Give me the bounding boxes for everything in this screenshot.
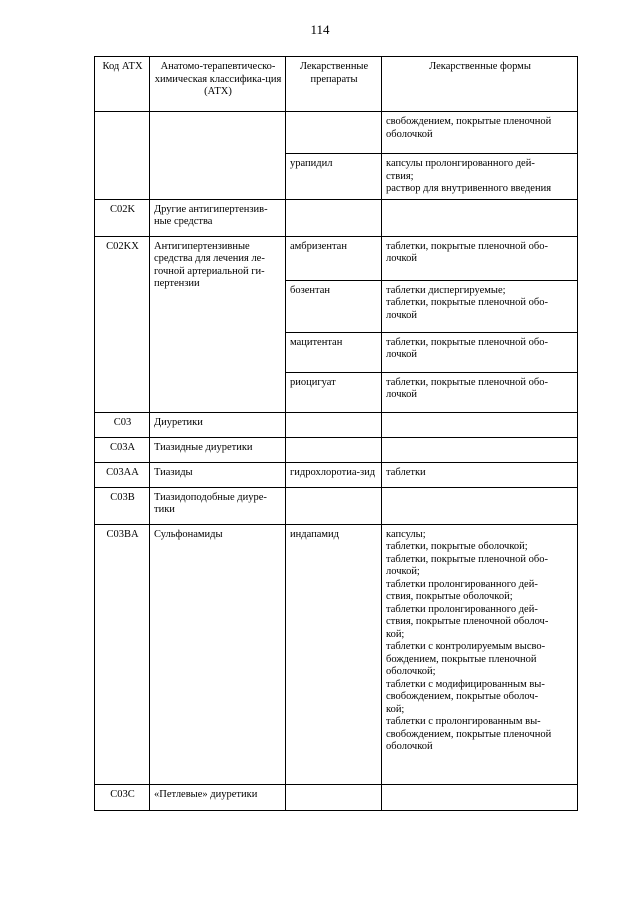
- dosage-form-line: таблетки с пролонгированным вы-: [386, 716, 541, 727]
- dosage-forms-cell: [382, 462, 578, 487]
- dosage-form-line: бождением, покрытые пленочной: [386, 653, 537, 665]
- dosage-form-line: оболочкой;: [386, 666, 436, 677]
- page-number: 114: [310, 22, 330, 37]
- table-row: [95, 487, 578, 524]
- drug-cell: [286, 487, 382, 524]
- header-row: [95, 57, 578, 112]
- dosage-form-line: свобождением, покрытые оболоч-: [386, 691, 539, 702]
- atc-class-cell: Сульфонамиды: [150, 524, 286, 784]
- dosage-form-line: ствия;: [386, 170, 414, 182]
- dosage-forms-cell: [382, 199, 578, 236]
- drug-cell: урапидил: [286, 154, 382, 200]
- atc-code-cell: C03BA: [95, 524, 150, 784]
- atc-class-cell: [150, 112, 286, 200]
- dosage-form-line: таблетки с модифицированным вы-: [386, 678, 545, 690]
- header-dosage-forms: Лекарственные формы: [382, 57, 578, 112]
- atc-class-cell: «Петлевые» диуретики: [150, 784, 286, 810]
- dosage-forms-cell: [382, 112, 578, 154]
- dosage-form-line: лочкой: [386, 389, 417, 400]
- dosage-form-line: таблетки, покрытые пленочной обо-: [386, 553, 548, 565]
- drug-cell: амбризентан: [286, 236, 382, 280]
- atc-code-cell: C03AA: [95, 462, 150, 487]
- dosage-form-line: лочкой;: [386, 566, 420, 577]
- atc-class-cell: Другие антигипертензив-ные средства: [150, 199, 286, 236]
- dosage-forms-cell: [382, 784, 578, 810]
- atc-code-cell: C03B: [95, 487, 150, 524]
- dosage-form-line: свобождением, покрытые пленочной: [386, 728, 552, 740]
- dosage-form-line: таблетки, покрытые пленочной обо-: [386, 376, 548, 388]
- atc-code-cell: C03: [95, 412, 150, 437]
- dosage-forms-cell: [382, 524, 578, 784]
- dosage-form-line: таблетки пролонгированного дей-: [386, 578, 538, 590]
- table-row: [95, 236, 578, 280]
- atc-code-cell: C02K: [95, 199, 150, 236]
- dosage-forms-cell: [382, 412, 578, 437]
- drug-cell: [286, 412, 382, 437]
- header-atc-classification: Анатомо-терапевтическо-химическая классифика-ция (АТХ): [150, 57, 286, 112]
- dosage-form-line: таблетки, покрытые пленочной обо-: [386, 297, 548, 308]
- drug-cell: бозентан: [286, 280, 382, 332]
- table-row: [95, 524, 578, 784]
- dosage-form-line: таблетки, покрытые пленочной обо-: [386, 336, 548, 348]
- dosage-form-line: таблетки диспергируемые;: [386, 284, 506, 296]
- dosage-form-line: таблетки пролонгированного дей-: [386, 603, 538, 615]
- dosage-forms-cell: [382, 372, 578, 412]
- atc-table: [94, 56, 578, 811]
- drug-cell: [286, 784, 382, 810]
- table-body: [95, 112, 578, 811]
- dosage-form-line: оболочкой: [386, 128, 433, 140]
- atc-class-cell: Тиазидоподобные диуре-тики: [150, 487, 286, 524]
- dosage-forms-cell: [382, 280, 578, 332]
- atc-class-cell: Тиазидные диуретики: [150, 437, 286, 462]
- atc-code-cell: C02KX: [95, 236, 150, 412]
- dosage-form-line: раствор для внутривенного введения: [386, 183, 552, 194]
- dosage-form-line: свобождением, покрытые пленочной: [386, 116, 552, 127]
- drug-cell: индапамид: [286, 524, 382, 784]
- table-row: [95, 412, 578, 437]
- dosage-forms-cell: [382, 437, 578, 462]
- dosage-form-line: капсулы;: [386, 528, 426, 540]
- dosage-forms-cell: [382, 236, 578, 280]
- drug-cell: [286, 112, 382, 154]
- drug-cell: гидрохлоротиа-зид: [286, 462, 382, 487]
- dosage-form-line: лочкой: [386, 349, 417, 360]
- dosage-form-line: таблетки: [386, 466, 426, 478]
- dosage-form-line: лочкой: [386, 253, 417, 264]
- table-row: [95, 462, 578, 487]
- drug-cell: мацитентан: [286, 332, 382, 372]
- table-row: [95, 199, 578, 236]
- atc-class-cell: Тиазиды: [150, 462, 286, 487]
- table-row: [95, 112, 578, 154]
- atc-class-cell: Диуретики: [150, 412, 286, 437]
- dosage-form-line: лочкой: [386, 309, 417, 321]
- dosage-form-line: оболочкой: [386, 741, 433, 752]
- dosage-form-line: таблетки, покрытые пленочной обо-: [386, 240, 548, 252]
- drug-cell: риоцигуат: [286, 372, 382, 412]
- dosage-form-line: кой;: [386, 628, 405, 640]
- drug-cell: [286, 199, 382, 236]
- drug-cell: [286, 437, 382, 462]
- dosage-forms-cell: [382, 332, 578, 372]
- dosage-forms-cell: [382, 487, 578, 524]
- atc-class-cell: Антигипертензивные средства для лечения ле-гочной артериальной ги-пертензии: [150, 236, 286, 412]
- dosage-forms-cell: [382, 154, 578, 200]
- table-row: [95, 784, 578, 810]
- atc-code-cell: C03A: [95, 437, 150, 462]
- dosage-form-line: таблетки с контролируемым высво-: [386, 641, 546, 652]
- header-atc-code: Код АТХ: [95, 57, 150, 112]
- atc-code-cell: C03C: [95, 784, 150, 810]
- dosage-form-line: кой;: [386, 703, 405, 715]
- dosage-form-line: капсулы пролонгированного дей-: [386, 158, 535, 169]
- atc-code-cell: [95, 112, 150, 200]
- header-drugs: Лекарственные препараты: [286, 57, 382, 112]
- dosage-form-line: ствия, покрытые оболочкой;: [386, 591, 513, 602]
- dosage-form-line: ствия, покрытые пленочной оболоч-: [386, 616, 549, 627]
- dosage-form-line: таблетки, покрытые оболочкой;: [386, 541, 528, 552]
- table-row: [95, 437, 578, 462]
